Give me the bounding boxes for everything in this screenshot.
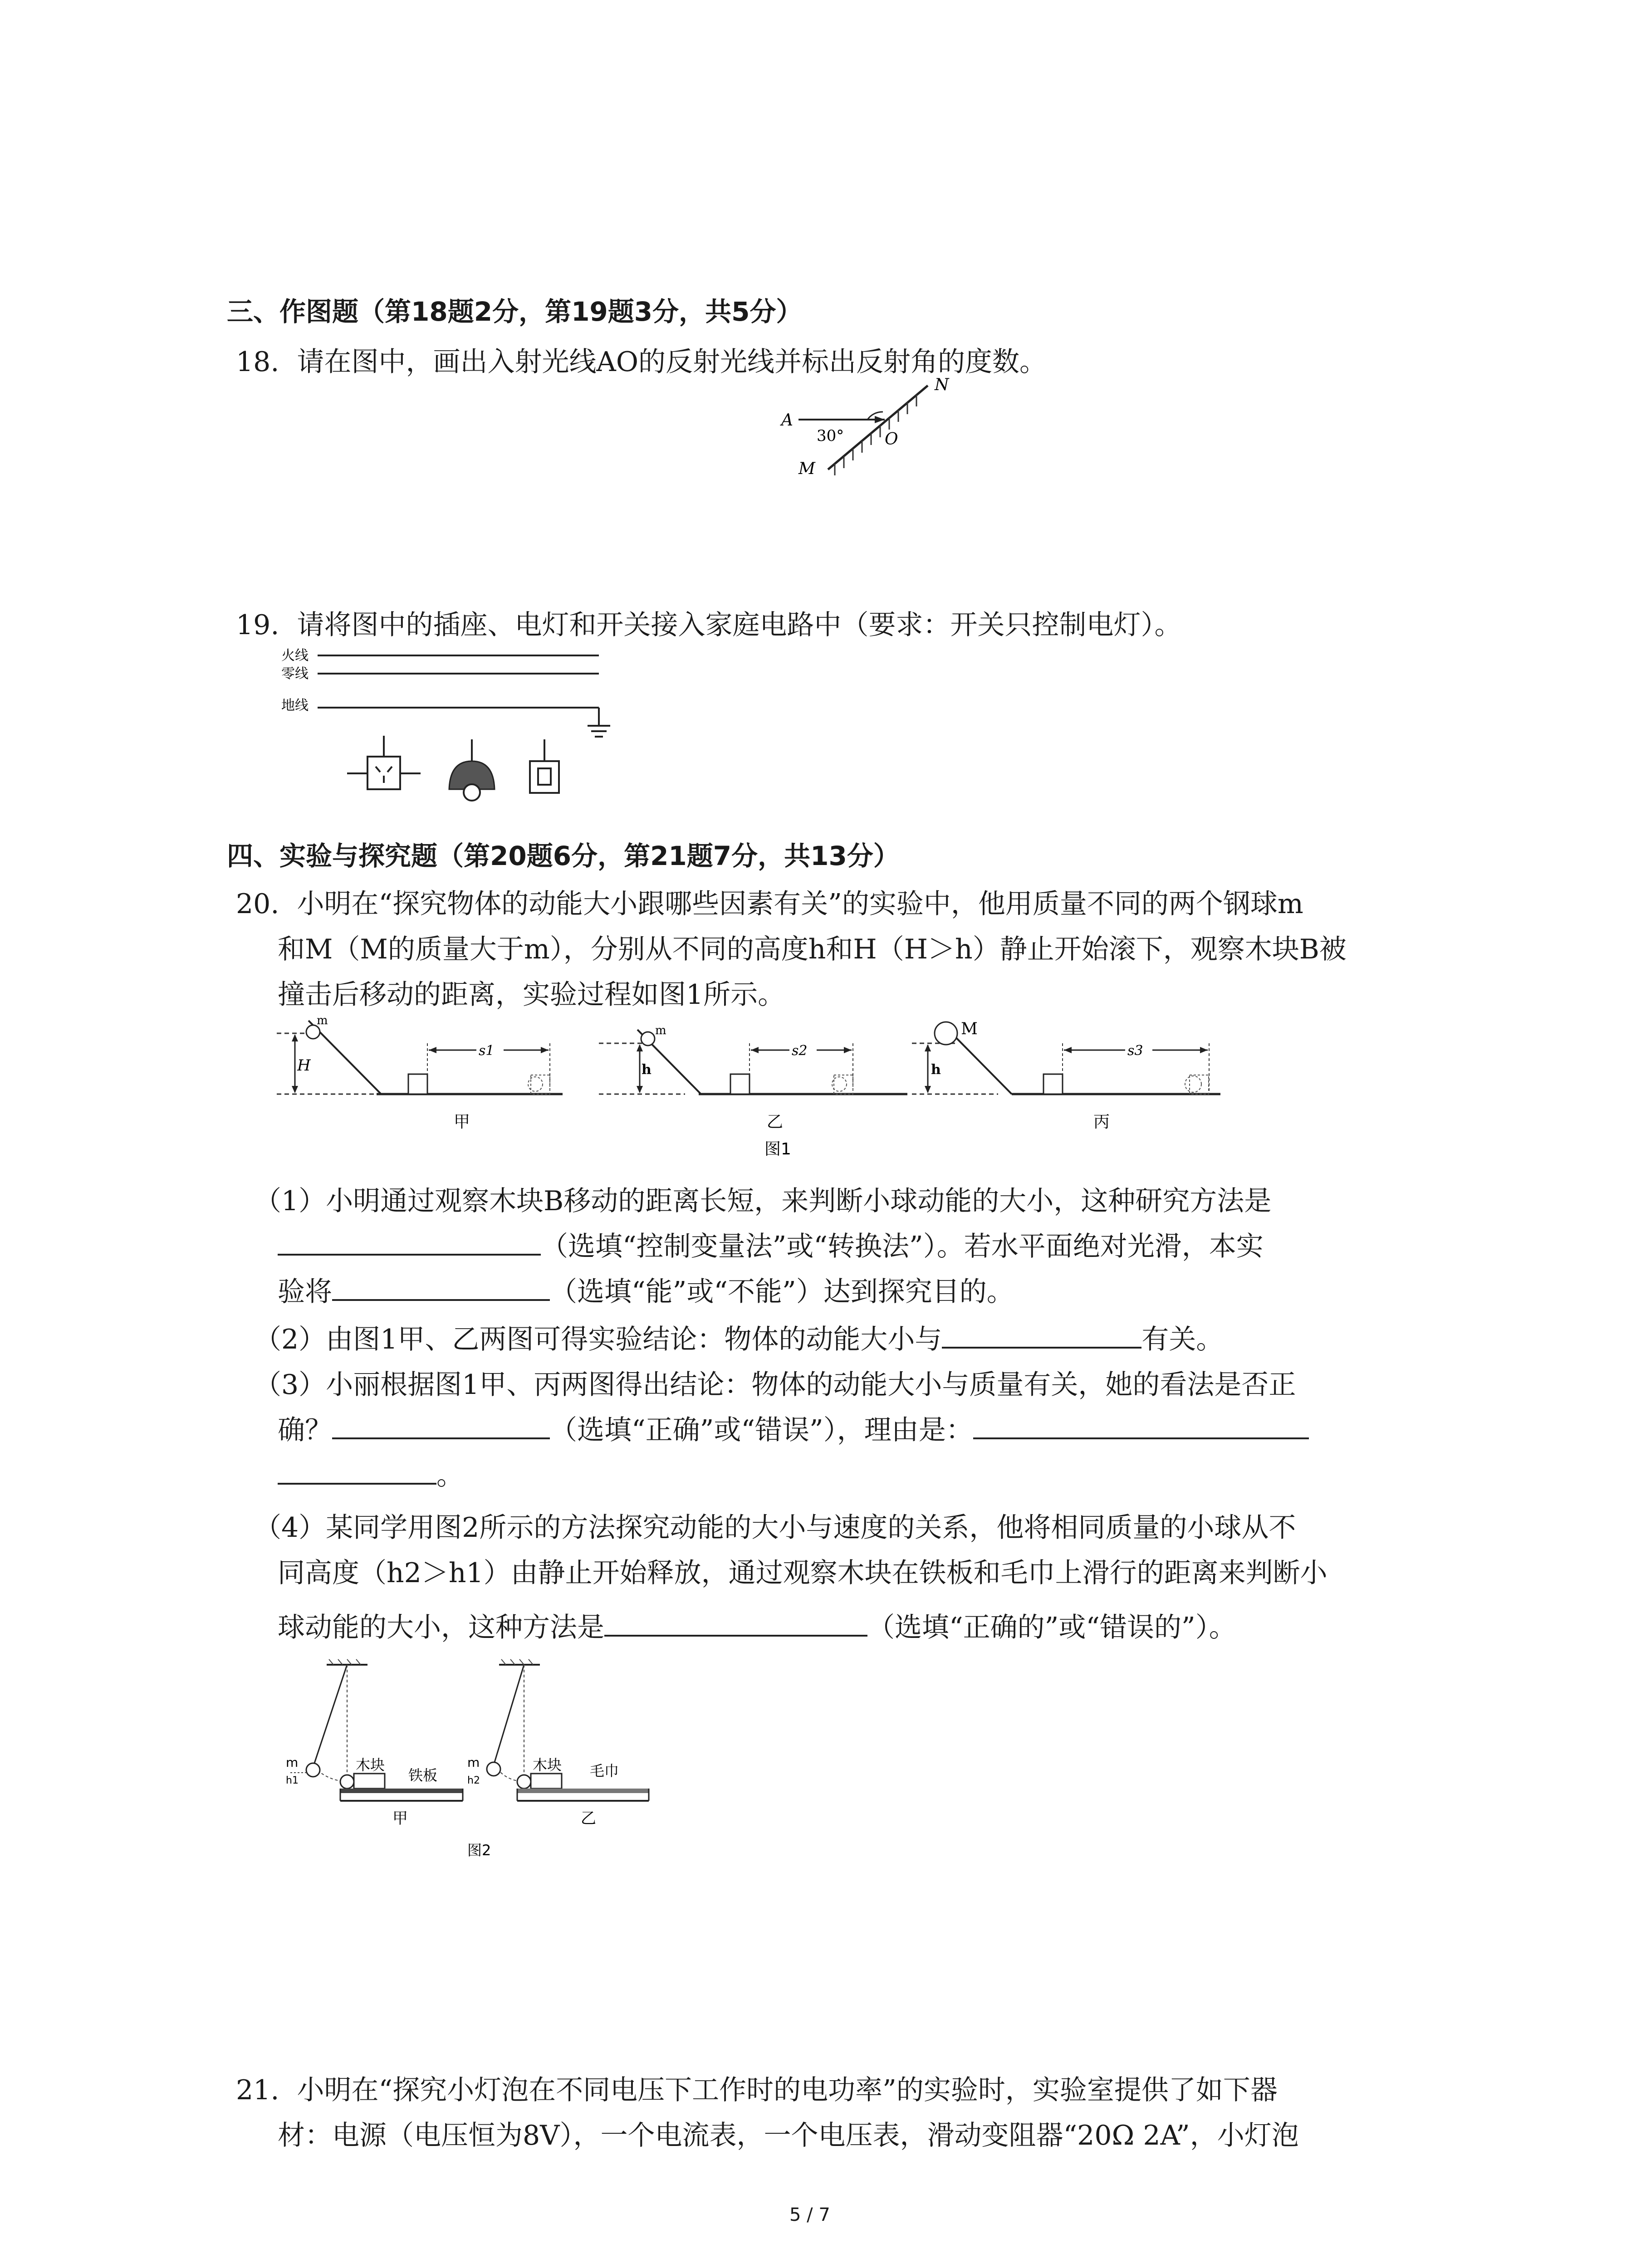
ball-label: m bbox=[286, 1755, 299, 1770]
question-20 bbox=[236, 882, 1303, 921]
question-number: 20. bbox=[236, 888, 279, 920]
distance-label: s2 bbox=[792, 1043, 808, 1059]
height-label: H bbox=[297, 1056, 311, 1075]
question-text: 请将图中的插座、电灯和开关接入家庭电路中（要求：开关只控制电灯）。 bbox=[297, 609, 1182, 641]
answer-blank-6[interactable] bbox=[604, 1611, 867, 1637]
fig1-panel-yi bbox=[599, 1024, 907, 1158]
question-number: 19. bbox=[236, 609, 279, 641]
answer-blank-5-cont[interactable] bbox=[278, 1459, 436, 1485]
q20-part4-line3 bbox=[278, 1606, 1236, 1645]
q20-part3-line2 bbox=[278, 1408, 1309, 1447]
panel-label: 丙 bbox=[1093, 1113, 1110, 1131]
height-label: h bbox=[642, 1062, 652, 1078]
label-neutral-wire: 零线 bbox=[281, 666, 309, 682]
q20-part1-line1: （1）小明通过观察木块B移动的距离长短，来判断小球动能的大小，这种研究方法是 bbox=[254, 1185, 1272, 1217]
label-A: A bbox=[781, 411, 793, 430]
panel-label: 乙 bbox=[767, 1113, 784, 1131]
q20-part2 bbox=[254, 1318, 1223, 1357]
page-number: 5 / 7 bbox=[789, 2204, 830, 2225]
q20-part2-text-pre: （2）由图1甲、乙两图可得实验结论：物体的动能大小与 bbox=[254, 1324, 942, 1355]
ball-label: m bbox=[317, 1016, 328, 1027]
block-label: 木块 bbox=[533, 1756, 562, 1774]
intro-line-2: 和M（M的质量大于m），分别从不同的高度h和H（H＞h）静止开始滚下，观察木块B被 bbox=[278, 934, 1347, 965]
section-3-title: 三、作图题（第18题2分，第19题3分，共5分） bbox=[227, 296, 803, 327]
intro-line-1: 小明在“探究物体的动能大小跟哪些因素有关”的实验中，他用质量不同的两个钢球m bbox=[297, 888, 1303, 920]
answer-blank-4[interactable] bbox=[332, 1414, 550, 1439]
panel-label: 甲 bbox=[454, 1113, 470, 1131]
figure-1 bbox=[272, 1016, 1243, 1179]
ball-label: m bbox=[655, 1024, 666, 1037]
q20-part4-text-pre: 球动能的大小，这种方法是 bbox=[278, 1612, 604, 1643]
answer-blank-2[interactable] bbox=[332, 1276, 550, 1301]
q20-part1-text: （选填“控制变量法”或“转换法”）。若水平面绝对光滑，本实 bbox=[541, 1231, 1264, 1262]
question-number: 21. bbox=[236, 2074, 279, 2106]
q20-part4-line1: （4）某同学用图2所示的方法探究动能的大小与速度的关系，他将相同质量的小球从不 bbox=[254, 1512, 1296, 1544]
panel-label: 甲 bbox=[392, 1809, 408, 1828]
panel-label: 乙 bbox=[581, 1809, 596, 1828]
q20-part1-line3 bbox=[278, 1270, 1014, 1309]
lamp-icon bbox=[449, 739, 495, 801]
q20-part2-text-post: 有关。 bbox=[1141, 1324, 1224, 1355]
q20-part4-text-post: （选填“正确的”或“错误的”）。 bbox=[867, 1612, 1236, 1643]
answer-blank-1[interactable] bbox=[278, 1230, 541, 1256]
q21-line1: 小明在“探究小灯泡在不同电压下工作时的电功率”的实验时，实验室提供了如下器 bbox=[297, 2074, 1278, 2106]
q20-part3-line3 bbox=[278, 1454, 464, 1493]
q20-part4-line2: 同高度（h2＞h1）由静止开始释放，通过观察木块在铁板和毛巾上滑行的距离来判断小 bbox=[278, 1557, 1327, 1589]
q18-reflection-figure bbox=[749, 372, 1003, 481]
label-live-wire: 火线 bbox=[281, 648, 309, 664]
label-angle: 30° bbox=[817, 427, 844, 445]
height-label: h1 bbox=[286, 1775, 299, 1786]
height-label: h bbox=[931, 1062, 941, 1078]
q20-part3-line1: （3）小丽根据图1甲、丙两图得出结论：物体的动能大小与质量有关，她的看法是否正 bbox=[254, 1369, 1296, 1401]
answer-blank-5[interactable] bbox=[973, 1414, 1309, 1439]
question-21 bbox=[236, 2068, 1278, 2107]
q20-part3-text-post: 。 bbox=[436, 1460, 464, 1491]
fig2-panel-yi bbox=[467, 1659, 649, 1828]
question-19 bbox=[236, 603, 1182, 642]
intro-line-3: 撞击后移动的距离，实验过程如图1所示。 bbox=[278, 979, 785, 1011]
question-number: 18. bbox=[236, 346, 279, 378]
fig1-panel-jia bbox=[277, 1016, 563, 1131]
answer-blank-3[interactable] bbox=[942, 1323, 1141, 1349]
q20-part3-text-pre: 确？ bbox=[278, 1414, 332, 1446]
label-N: N bbox=[935, 376, 949, 394]
q19-circuit-figure bbox=[272, 640, 635, 807]
distance-label: s1 bbox=[479, 1043, 495, 1059]
fig2-panel-jia bbox=[286, 1659, 491, 1859]
figure-1-caption: 图1 bbox=[764, 1140, 791, 1158]
block-label: 木块 bbox=[356, 1756, 385, 1774]
surface-label: 铁板 bbox=[408, 1767, 438, 1784]
figure-2 bbox=[277, 1656, 662, 1860]
figure-2-caption: 图2 bbox=[467, 1842, 491, 1859]
ball-label: m bbox=[467, 1755, 480, 1770]
section-4-title: 四、实验与探究题（第20题6分，第21题7分，共13分） bbox=[227, 841, 900, 871]
surface-label: 毛巾 bbox=[590, 1762, 619, 1779]
label-M: M bbox=[798, 459, 815, 478]
fig1-panel-bing bbox=[912, 1020, 1220, 1131]
label-ground-wire: 地线 bbox=[281, 698, 309, 714]
ball-label: M bbox=[961, 1020, 978, 1038]
question-text: 请在图中，画出入射光线AO的反射光线并标出反射角的度数。 bbox=[297, 346, 1047, 378]
distance-label: s3 bbox=[1127, 1043, 1143, 1059]
switch-icon bbox=[530, 739, 559, 793]
q20-part3-text-mid: （选填“正确”或“错误”），理由是： bbox=[550, 1414, 973, 1446]
q20-part1-line2 bbox=[278, 1225, 1264, 1264]
label-O: O bbox=[885, 430, 898, 449]
q21-line2: 材：电源（电压恒为8V），一个电流表，一个电压表，滑动变阻器“20Ω 2A”，小灯泡 bbox=[278, 2120, 1299, 2151]
height-label: h2 bbox=[467, 1775, 480, 1786]
q20-part1-text-pre: 验将 bbox=[278, 1276, 332, 1308]
q20-part1-text-post: （选填“能”或“不能”）达到探究目的。 bbox=[550, 1276, 1014, 1308]
socket-icon bbox=[347, 736, 421, 789]
